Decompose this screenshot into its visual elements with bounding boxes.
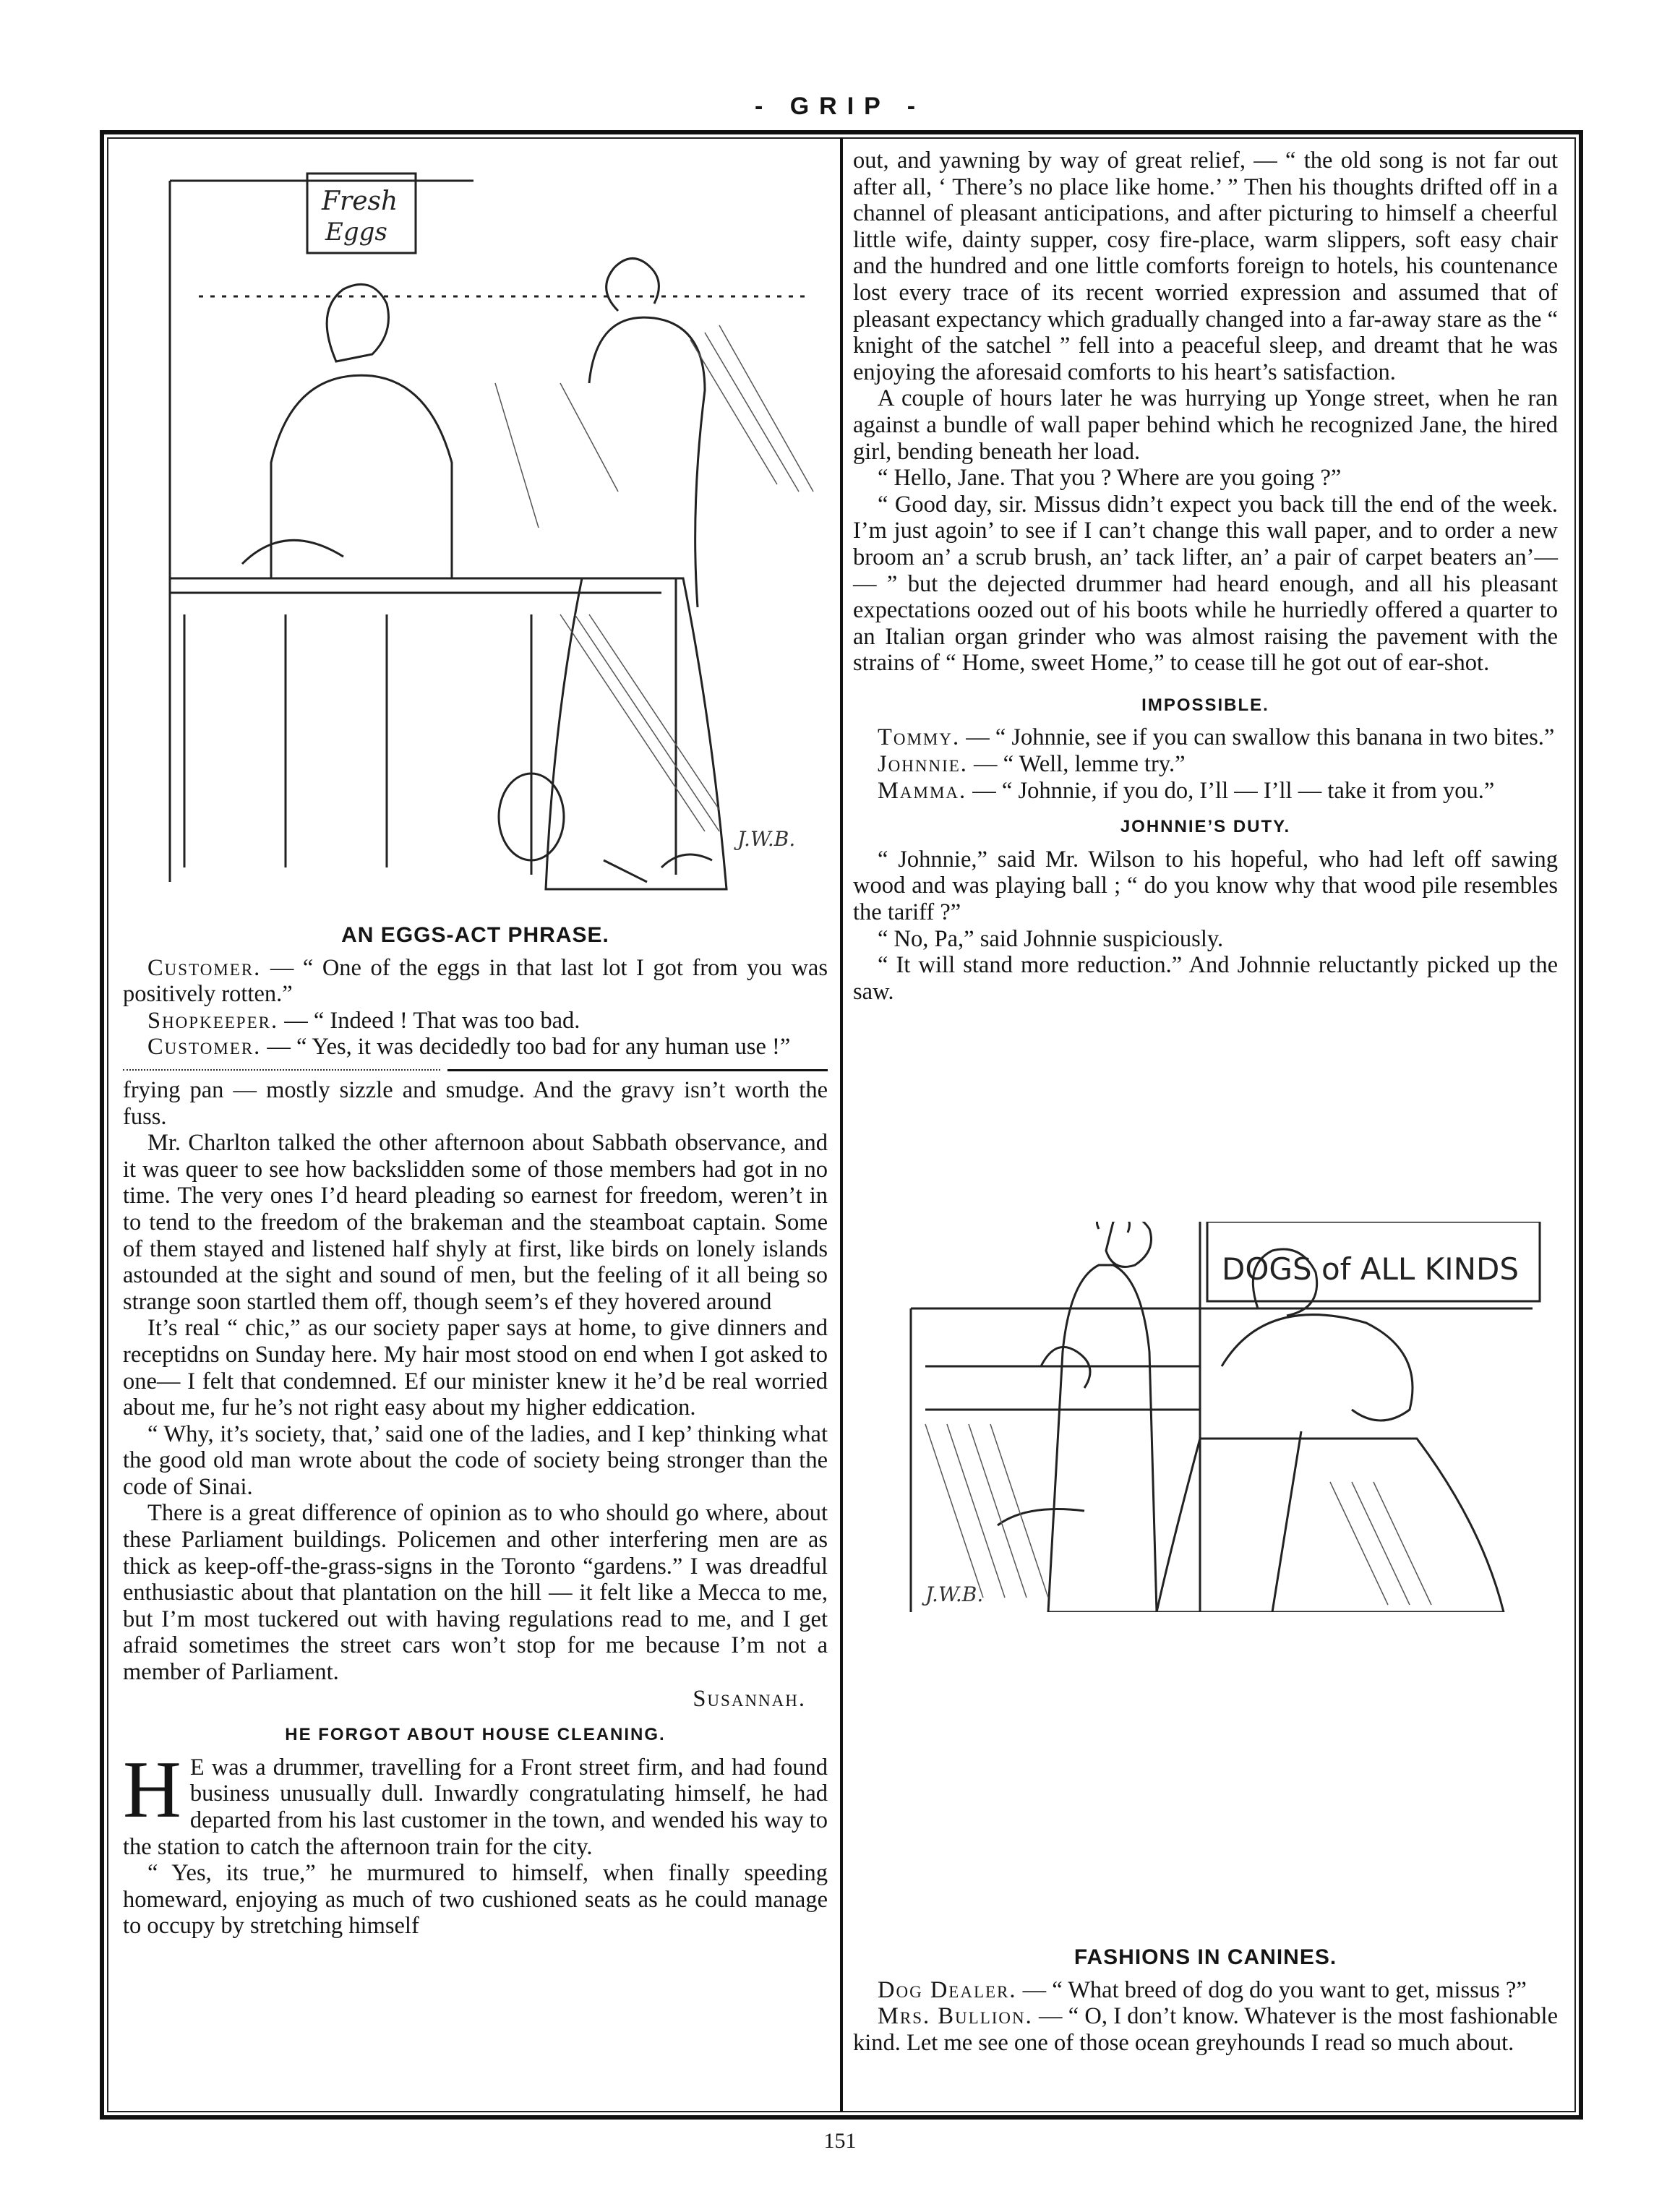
house-cont-para-2: A couple of hours later he was hurrying up Yonge street, when he ran against a bundle of wall paper behind which he recognized Jane, the hired girl, bending beneath her load. xyxy=(853,385,1558,465)
house-cont-para-1: out, and yawning by way of great relief, — “ the old song is not far out after all, ‘ There’s no place like home.’ ” Then his thoughts drifted off in a channel of pleasant anticipations, and after picturing to himself a cheerful little wife, dainty supper, cosy fire-place, warm slippers, soft easy chair and the hundred and one little comforts foreign to hotels, his countenance lost every trace of its recent worried expression and assumed that of pleasant expectancy which gradually changed into a far-away stare as the “ knight of the satchel ” fell into a peaceful sleep, and dreamt that he was enjoying the aforesaid comforts to his heart’s satisfaction. xyxy=(853,147,1558,385)
speaker-customer: Customer. xyxy=(147,954,262,981)
impossible-line-3: Mamma. — “ Johnnie, if you do, I’ll — I’ll — take it from you.” xyxy=(878,777,1495,804)
eggs-line-2: Shopkeeper. — “ Indeed ! That was too bad. xyxy=(147,1007,580,1034)
page-number: 151 xyxy=(823,2129,857,2153)
susannah-signature: Susannah. xyxy=(693,1685,806,1712)
speaker-customer-2: Customer. xyxy=(147,1034,262,1060)
left-column xyxy=(123,912,828,1940)
susannah-para-5: There is a great difference of opinion as to who should go where, about these Parliament buildings. Policemen and other interfering men are as thick as keep-off-the-grass-signs in the Toronto “gardens.” I was dreadful enthusiastic about that plantation on the hill — it felt like a Mecca to me, but I’m most tuckered out with having regulations read to me, and I get afraid sometimes the street cars won’t stop for me because I’m not a member of Parliament. xyxy=(123,1500,828,1686)
artist-signature-2: J.W.B. xyxy=(925,1582,984,1606)
house-cont-para-4: “ Good day, sir. Missus didn’t expect you back till the end of the week. I’m just agoin’ to see if I can’t change this wall paper, and to order a new broom an’ a scrub brush, an’ tack lifter, an’ a pair of carpet beaters an’— — ” but the dejected drummer had heard enough, and all his pleasant expectations oozed out of his boots while he hurriedly offered a quarter to an Italian organ grinder who was almost raising the pavement with the strains of “ Home, sweet Home,” to cease till he got out of ear-shot. xyxy=(853,491,1558,677)
canines-line-2: Mrs. Bullion. — “ O, I don’t know. Whatever is the most fashionable kind. Let me see one of those ocean greyhounds I read so much about. xyxy=(853,2003,1559,2056)
canines-caption-block xyxy=(853,1945,1558,2056)
column-rule xyxy=(840,137,843,2112)
susannah-para-3: It’s real “ chic,” as our society paper says at home, to give dinners and receptidns on Sunday here. My hair most stood on end when I got asked to one— I felt that condemned. Ef our minister knew it he’d be real worried about me, fur he’s not right easy about my higher eddication. xyxy=(123,1315,828,1421)
speaker-shopkeeper: Shopkeeper. xyxy=(147,1007,279,1034)
sign-eggs-text: Eggs xyxy=(325,218,387,247)
duty-para-3: “ It will stand more reduction.” And Johnnie reluctantly picked up the saw. xyxy=(853,952,1558,1005)
house-cont-para-3: “ Hello, Jane. That you ? Where are you going ?” xyxy=(878,465,1342,492)
eggs-line-3: Customer. — “ Yes, it was decidedly too bad for any human use !” xyxy=(147,1034,791,1060)
eggs-line-1: Customer. — “ One of the eggs in that last lot I got from you was positively rotten.” xyxy=(123,954,828,1008)
drop-cap: H xyxy=(123,1744,181,1835)
duty-para-1: “ Johnnie,” said Mr. Wilson to his hopeful, who had left off sawing wood and was playing ball ; “ do you know why that wood pile resembles the tariff ?” xyxy=(853,846,1558,926)
sign-dogs-text: DOGS of ALL KINDS xyxy=(1222,1251,1520,1287)
impossible-line-1: Tommy. — “ Johnnie, see if you can swallow this banana in two bites.” xyxy=(878,724,1555,751)
johnnies-duty-title: JOHNNIE’S DUTY. xyxy=(1120,817,1291,837)
fashions-illustration xyxy=(882,1222,1554,1612)
house-para-2: “ Yes, its true,” he murmured to himself, when finally speeding homeward, enjoying as much of two cushioned seats as he could manage to occupy by stretching himself xyxy=(123,1860,828,1940)
eggs-shop-drawing xyxy=(155,152,828,907)
impossible-line-2: Johnnie. — “ Well, lemme try.” xyxy=(878,751,1186,778)
house-para-1: H E was a drummer, travelling for a Front street firm, and had found business unusually dull. Inwardly congratulating himself, he had departed from his last customer in the town, and wended his way to the station to catch the afternoon train for the city. xyxy=(123,1744,828,1860)
sign-fresh-text: Fresh xyxy=(322,187,398,216)
impossible-title: IMPOSSIBLE. xyxy=(1141,695,1269,715)
susannah-para-4: “ Why, it’s society, that,’ said one of the ladies, and I kep’ thinking what the good old man wrote about the code of society being stronger than the code of Sinai. xyxy=(123,1420,828,1500)
susannah-para-1: frying pan — mostly sizzle and smudge. And the gravy isn’t worth the fuss. xyxy=(123,1076,828,1130)
right-column xyxy=(853,147,1558,1005)
duty-para-2: “ No, Pa,” said Johnnie suspiciously. xyxy=(878,925,1224,952)
susannah-para-2: Mr. Charlton talked the other afternoon about Sabbath observance, and it was queer to see how backslidden some of those members had got in no time. The very ones I’d heard pleading so earnest for freedom, weren’t in to tend to the freedom of the brakeman and the steamboat captain. Some of them stayed and listened half shyly at first, like birds on lonely islands astounded at the sight and sound of men, but the feeling of it all being so strange soon startled them off, though seem’s ef they hovered around xyxy=(123,1130,828,1315)
house-cleaning-title: HE FORGOT ABOUT HOUSE CLEANING. xyxy=(285,1725,666,1745)
masthead: - GRIP - xyxy=(754,93,926,120)
fashions-drawing xyxy=(882,1222,1554,1612)
canines-line-1: Dog Dealer. — “ What breed of dog do you want to get, missus ?” xyxy=(878,1976,1527,2003)
artist-signature-1: J.W.B. xyxy=(737,827,796,851)
fashions-title: FASHIONS IN CANINES. xyxy=(1073,1945,1337,1969)
illustration-eggs-shop xyxy=(155,152,828,907)
section-divider xyxy=(123,1069,828,1071)
eggs-title: AN EGGS-ACT PHRASE. xyxy=(341,923,609,947)
